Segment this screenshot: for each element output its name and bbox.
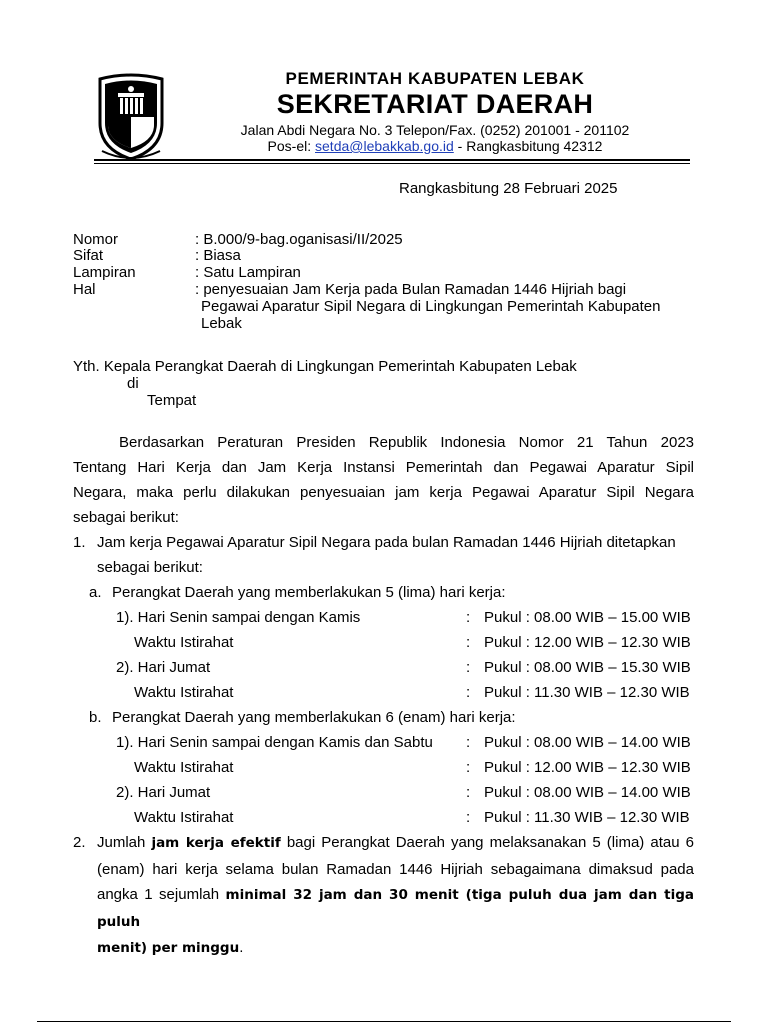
letter-date: Rangkasbitung 28 Februari 2025 (399, 180, 618, 197)
schedule-a-row-1-label: 1). Hari Senin sampai dengan Kamis (116, 609, 361, 626)
schedule-a-row-2-colon: : (466, 634, 471, 651)
schedule-b-row-2-colon: : (466, 759, 471, 776)
item-1-number: 1. (73, 534, 86, 551)
schedule-b-row-4-label: Waktu Istirahat (134, 809, 234, 826)
page-bottom-rule (37, 1021, 731, 1022)
letterhead-rule-thick (94, 159, 690, 161)
intro-line: Negara, maka perlu dilakukan penyesuaian jam kerja Pegawai Aparatur Sipil Negara (73, 484, 694, 501)
schedule-b-row-2-time: Pukul : 12.00 WIB – 12.30 WIB (484, 759, 691, 776)
lampiran-label: Lampiran (73, 264, 136, 281)
item-1b-marker: b. (89, 709, 102, 726)
schedule-b-row-1-label: 1). Hari Senin sampai dengan Kamis dan Sabtu (116, 734, 433, 751)
item-1-text (97, 530, 694, 580)
schedule-b-row-3-colon: : (466, 784, 471, 801)
sifat-label: Sifat (73, 247, 104, 264)
intro-paragraph (73, 430, 694, 530)
email-suffix: - Rangkasbitung 42312 (453, 138, 603, 154)
schedule-a-row-3-colon: : (466, 659, 471, 676)
schedule-a-row-4-time: Pukul : 11.30 WIB – 12.30 WIB (484, 684, 690, 701)
item-2-line-2: (enam) hari kerja selama bulan Ramadan 1446 Hijriah sebagaimana dimaksud pada (97, 860, 694, 878)
schedule-a-row-3-label: 2). Hari Jumat (116, 659, 211, 676)
intro-line: sebagai berikut: (73, 509, 179, 526)
hal-label: Hal (73, 281, 96, 298)
lampiran-value: : Satu Lampiran (195, 264, 301, 281)
hal-value-line-1: : penyesuaian Jam Kerja pada Bulan Ramadan 1446 Hijriah bagi (195, 281, 627, 298)
hal-value-line-2: Pegawai Aparatur Sipil Negara di Lingkungan Pemerintah Kabupaten (201, 298, 661, 315)
nomor-value: : B.000/9-bag.oganisasi/II/2025 (195, 231, 403, 248)
hal-value-line-3: Lebak (201, 315, 242, 332)
schedule-b-row-3-label: 2). Hari Jumat (116, 784, 211, 801)
intro-line: Tentang Hari Kerja dan Jam Kerja Instansi Pemerintah dan Pegawai Aparatur Sipil (73, 459, 694, 476)
schedule-a-row-4-colon: : (466, 684, 471, 701)
schedule-a-row-2-label: Waktu Istirahat (134, 634, 234, 651)
office-address: Jalan Abdi Negara No. 3 Telepon/Fax. (0252) 201001 - 201102 (240, 122, 630, 138)
item-1-line: sebagai berikut: (97, 559, 203, 576)
item-1-line: Jam kerja Pegawai Aparatur Sipil Negara pada bulan Ramadan 1446 Hijriah ditetapkan (97, 534, 676, 551)
item-2-line-4 (97, 935, 694, 962)
government-heading: PEMERINTAH KABUPATEN LEBAK (285, 69, 585, 88)
recipient-line: Yth. Kepala Perangkat Daerah di Lingkungan Pemerintah Kabupaten Lebak (73, 358, 577, 375)
schedule-a-row-2-time: Pukul : 12.00 WIB – 12.30 WIB (484, 634, 691, 651)
schedule-b-row-1-colon: : (466, 734, 471, 751)
recipient-tempat: Tempat (147, 392, 197, 409)
letterhead-rule-thin (94, 163, 690, 164)
intro-line: Berdasarkan Peraturan Presiden Republik Indonesia Nomor 21 Tahun 2023 (119, 434, 694, 451)
item-2-text-segment: Jumlah (97, 834, 152, 851)
recipient-di: di (127, 375, 139, 392)
item-2-number: 2. (73, 834, 86, 851)
schedule-a-row-3-time: Pukul : 08.00 WIB – 15.30 WIB (484, 659, 691, 676)
schedule-a-row-1-colon: : (466, 609, 471, 626)
item-2-text-segment: angka 1 sejumlah (97, 886, 226, 903)
schedule-a-row-4-label: Waktu Istirahat (134, 684, 234, 701)
nomor-label: Nomor (73, 231, 119, 248)
item-2-emphasis: jam kerja efektif (151, 835, 281, 851)
item-2-emphasis: minimal 32 jam dan 30 menit (tiga puluh dua jam dan tiga puluh (97, 887, 695, 930)
schedule-b-row-4-time: Pukul : 11.30 WIB – 12.30 WIB (484, 809, 690, 826)
schedule-b-row-1-time: Pukul : 08.00 WIB – 14.00 WIB (484, 734, 691, 751)
item-2-text-segment: bagi Perangkat Daerah yang melaksanakan 5 (lima) atau 6 (280, 834, 694, 851)
kabupaten-lebak-crest-logo (94, 73, 168, 163)
item-2-text (97, 830, 694, 962)
schedule-b-row-4-colon: : (466, 809, 471, 826)
email-link[interactable]: setda@lebakkab.go.id (315, 138, 454, 154)
office-heading: SEKRETARIAT DAERAH (276, 89, 594, 119)
item-1b-text: Perangkat Daerah yang memberlakukan 6 (enam) hari kerja: (112, 709, 516, 726)
item-1a-marker: a. (89, 584, 102, 601)
item-2-line-3 (97, 882, 694, 935)
sifat-value: : Biasa (195, 247, 241, 264)
schedule-b-row-2-label: Waktu Istirahat (134, 759, 234, 776)
schedule-b-row-3-time: Pukul : 08.00 WIB – 14.00 WIB (484, 784, 691, 801)
office-contact (180, 138, 690, 154)
item-2-emphasis: menit) per minggu (97, 940, 240, 956)
schedule-a-row-1-time: Pukul : 08.00 WIB – 15.00 WIB (484, 609, 691, 626)
item-1a-text: Perangkat Daerah yang memberlakukan 5 (lima) hari kerja: (112, 584, 506, 601)
email-prefix: Pos-el: (267, 138, 316, 154)
item-2-text-segment: . (239, 939, 244, 956)
item-2-line-1 (97, 830, 694, 857)
